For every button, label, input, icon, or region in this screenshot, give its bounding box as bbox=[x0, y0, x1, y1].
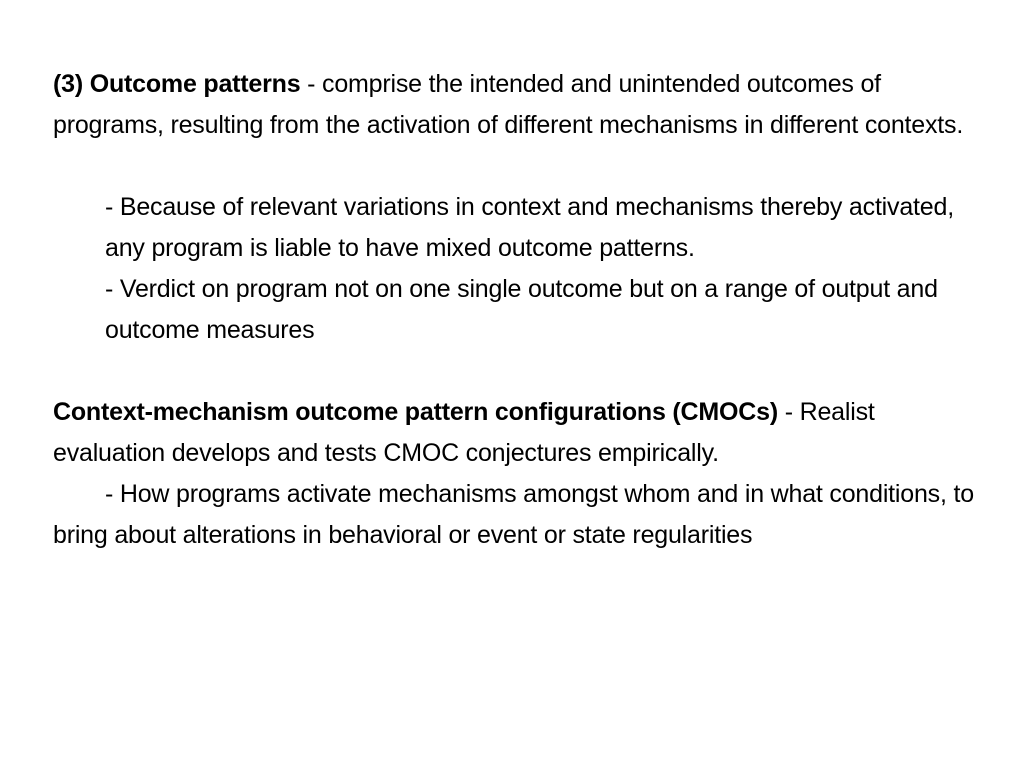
outcome-bullet-2: - Verdict on program not on one single outcome but on a range of output and outcome measures bbox=[105, 275, 938, 344]
cmoc-paragraph bbox=[53, 392, 988, 474]
outcome-bullet-1: - Because of relevant variations in context and mechanisms thereby activated, any program is liable to have mixed outcome patterns. bbox=[105, 193, 954, 262]
outcome-patterns-paragraph bbox=[53, 64, 988, 146]
cmoc-heading: Context-mechanism outcome pattern configurations (CMOCs) bbox=[53, 398, 778, 426]
outcome-patterns-heading: (3) Outcome patterns bbox=[53, 70, 301, 98]
cmoc-bullet: - How programs activate mechanisms amongst whom and in what conditions, to bring about alterations in behavioral or event or state regularities bbox=[53, 480, 974, 549]
outcome-patterns-text: - comprise the intended and unintended outcomes of programs, resulting from the activation of different mechanisms in different contexts. bbox=[53, 70, 964, 139]
spacer bbox=[53, 351, 988, 392]
cmoc-text: - Realist evaluation develops and tests CMOC conjectures empirically. bbox=[53, 398, 875, 467]
slide-content bbox=[53, 64, 988, 556]
spacer bbox=[53, 146, 988, 187]
